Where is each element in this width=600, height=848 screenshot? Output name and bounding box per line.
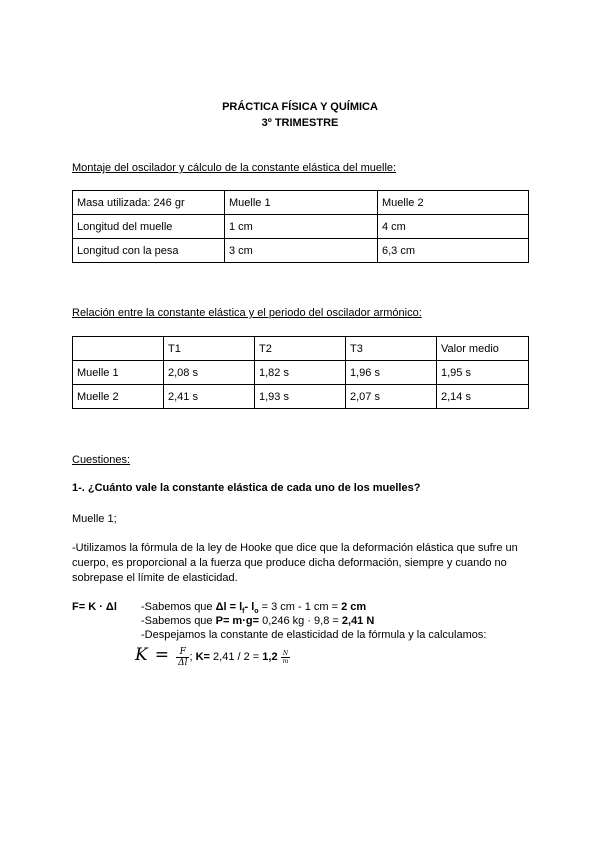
table-cell: 1,96 s xyxy=(346,361,437,385)
math-symbol-k: K xyxy=(135,645,148,665)
delta-l-line xyxy=(141,601,366,615)
table-cell: 6,3 cm xyxy=(378,239,529,263)
table-cell: 1 cm xyxy=(225,215,378,239)
table-row xyxy=(73,361,529,385)
table-cell: 2,07 s xyxy=(346,385,437,409)
table-cell: Muelle 1 xyxy=(225,191,378,215)
table-cell: Longitud con la pesa xyxy=(73,239,225,263)
unit-fraction xyxy=(281,650,291,665)
table-cell: Masa utilizada: 246 gr xyxy=(73,191,225,215)
hooke-paragraph: -Utilizamos la fórmula de la ley de Hooke que dice que la deformación elástica que sufre un cuerpo, es proporcional a la fuerza que produce dicha deformación, siempre y cuando no sobrepase el límite de elasticidad. xyxy=(72,542,518,584)
table-row xyxy=(73,239,529,263)
table-cell: 3 cm xyxy=(225,239,378,263)
line-text: 2,41 / 2 = xyxy=(209,651,263,663)
table-cell: Muelle 1 xyxy=(73,361,164,385)
spring-setup-table xyxy=(72,190,529,263)
solve-line: -Despejamos la constante de elasticidad de la fórmula y la calculamos: xyxy=(141,629,487,641)
unit-denominator: m xyxy=(282,657,289,665)
line-text: = 3 cm - 1 cm = xyxy=(258,601,342,613)
table-cell: 2,41 s xyxy=(164,385,255,409)
table-cell: Muelle 2 xyxy=(378,191,529,215)
section2-heading: Relación entre la constante elástica y el periodo del oscilador armónico: xyxy=(72,307,422,319)
line-text: 0,246 kg · 9,8 = xyxy=(259,615,342,627)
line-bold: 2,41 N xyxy=(341,615,375,627)
table-cell: T3 xyxy=(346,337,437,361)
muelle1-label: Muelle 1; xyxy=(72,513,117,525)
question-1: 1-. ¿Cuánto vale la constante elástica de cada uno de los muelles? xyxy=(72,482,421,494)
fraction-numerator: F xyxy=(176,647,189,658)
k-result: 1,2 xyxy=(262,651,278,663)
fraction-denominator: Δl xyxy=(178,657,188,668)
table-cell: 4 cm xyxy=(378,215,529,239)
unit-numerator: N xyxy=(281,650,291,658)
section1-heading: Montaje del oscilador y cálculo de la constante elástica del muelle: xyxy=(72,162,397,174)
line-bold: P= m·g= xyxy=(215,615,260,627)
weight-line xyxy=(141,615,374,627)
document-title: PRÁCTICA FÍSICA Y QUÍMICA xyxy=(222,101,378,113)
table-row xyxy=(73,191,529,215)
table-cell: 2,08 s xyxy=(164,361,255,385)
document-subtitle: 3º TRIMESTRE xyxy=(261,117,339,129)
table-cell: Muelle 2 xyxy=(73,385,164,409)
hooke-formula: F= K · Δl xyxy=(72,601,117,613)
line-bold-text: Δl = l xyxy=(215,601,243,613)
table-cell: 1,93 s xyxy=(255,385,346,409)
subscript: o xyxy=(254,608,259,616)
line-text: ; xyxy=(189,651,196,663)
line-bold: 2 cm xyxy=(341,601,367,613)
fraction-f-over-dl xyxy=(176,647,189,668)
line-bold-text: - l xyxy=(244,601,255,613)
line-text: -Sabemos que xyxy=(141,615,216,627)
table-cell: 2,14 s xyxy=(437,385,529,409)
table-cell: Longitud del muelle xyxy=(73,215,225,239)
table-cell: 1,95 s xyxy=(437,361,529,385)
line-bold xyxy=(215,601,259,616)
k-equation xyxy=(135,645,290,668)
table-cell: Valor medio xyxy=(437,337,529,361)
table-cell xyxy=(73,337,164,361)
questions-heading: Cuestiones: xyxy=(72,454,131,466)
math-equals: = xyxy=(154,645,170,665)
line-bold: K= xyxy=(195,651,210,663)
table-cell: 1,82 s xyxy=(255,361,346,385)
period-table xyxy=(72,336,529,409)
table-cell: T2 xyxy=(255,337,346,361)
table-cell: T1 xyxy=(164,337,255,361)
line-text: -Sabemos que xyxy=(141,601,216,613)
subscript: f xyxy=(242,608,245,616)
table-row xyxy=(73,215,529,239)
table-row xyxy=(73,337,529,361)
table-row xyxy=(73,385,529,409)
